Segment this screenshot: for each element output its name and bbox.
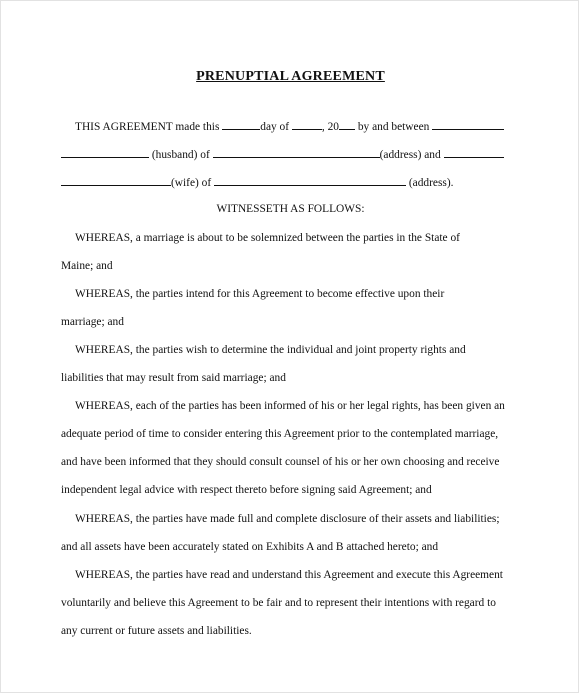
whereas-line: and all assets have been accurately stated on Exhibits A and B attached hereto; and <box>61 541 439 553</box>
whereas-line: WHEREAS, a marriage is about to be solemnized between the parties in the State of <box>75 232 460 244</box>
whereas-line: any current or future assets and liabilities. <box>61 625 252 637</box>
whereas-line: WHEREAS, the parties intend for this Agreement to become effective upon their <box>75 288 445 300</box>
whereas-line: voluntarily and believe this Agreement to be fair and to represent their intentions with regard to <box>61 597 496 609</box>
intro-line-3: (wife) of (address). <box>61 174 454 190</box>
intro-line-2: (husband) of (address) and <box>61 146 504 162</box>
wife-name-blank[interactable] <box>61 174 171 186</box>
husband-address-blank[interactable] <box>213 146 380 158</box>
whereas-line: independent legal advice with respect thereto before signing said Agreement; and <box>61 484 432 496</box>
day-blank[interactable] <box>222 118 260 130</box>
party-one-blank[interactable] <box>432 118 504 130</box>
intro-line-1: THIS AGREEMENT made this day of , 20 by and between <box>75 118 504 134</box>
whereas-line: adequate period of time to consider entering this Agreement prior to the contemplated marriage, <box>61 428 499 440</box>
whereas-line: Maine; and <box>61 260 113 272</box>
whereas-line: WHEREAS, each of the parties has been informed of his or her legal rights, has been given an <box>75 400 505 412</box>
witnesseth-heading: WITNESSETH AS FOLLOWS: <box>216 203 365 215</box>
wife-name-lead-blank[interactable] <box>444 146 504 158</box>
whereas-line: WHEREAS, the parties wish to determine the individual and joint property rights and <box>75 344 466 356</box>
whereas-line: marriage; and <box>61 316 124 328</box>
month-blank[interactable] <box>292 118 322 130</box>
whereas-line: WHEREAS, the parties have made full and complete disclosure of their assets and liabilities; <box>75 513 500 525</box>
husband-name-blank[interactable] <box>61 146 149 158</box>
whereas-line: liabilities that may result from said marriage; and <box>61 372 286 384</box>
whereas-line: WHEREAS, the parties have read and understand this Agreement and execute this Agreement <box>75 569 503 581</box>
year-blank[interactable] <box>339 118 355 130</box>
whereas-line: and have been informed that they should consult counsel of his or her own choosing and receive <box>61 456 500 468</box>
wife-address-blank[interactable] <box>214 174 406 186</box>
document-title: PRENUPTIAL AGREEMENT <box>196 69 385 84</box>
